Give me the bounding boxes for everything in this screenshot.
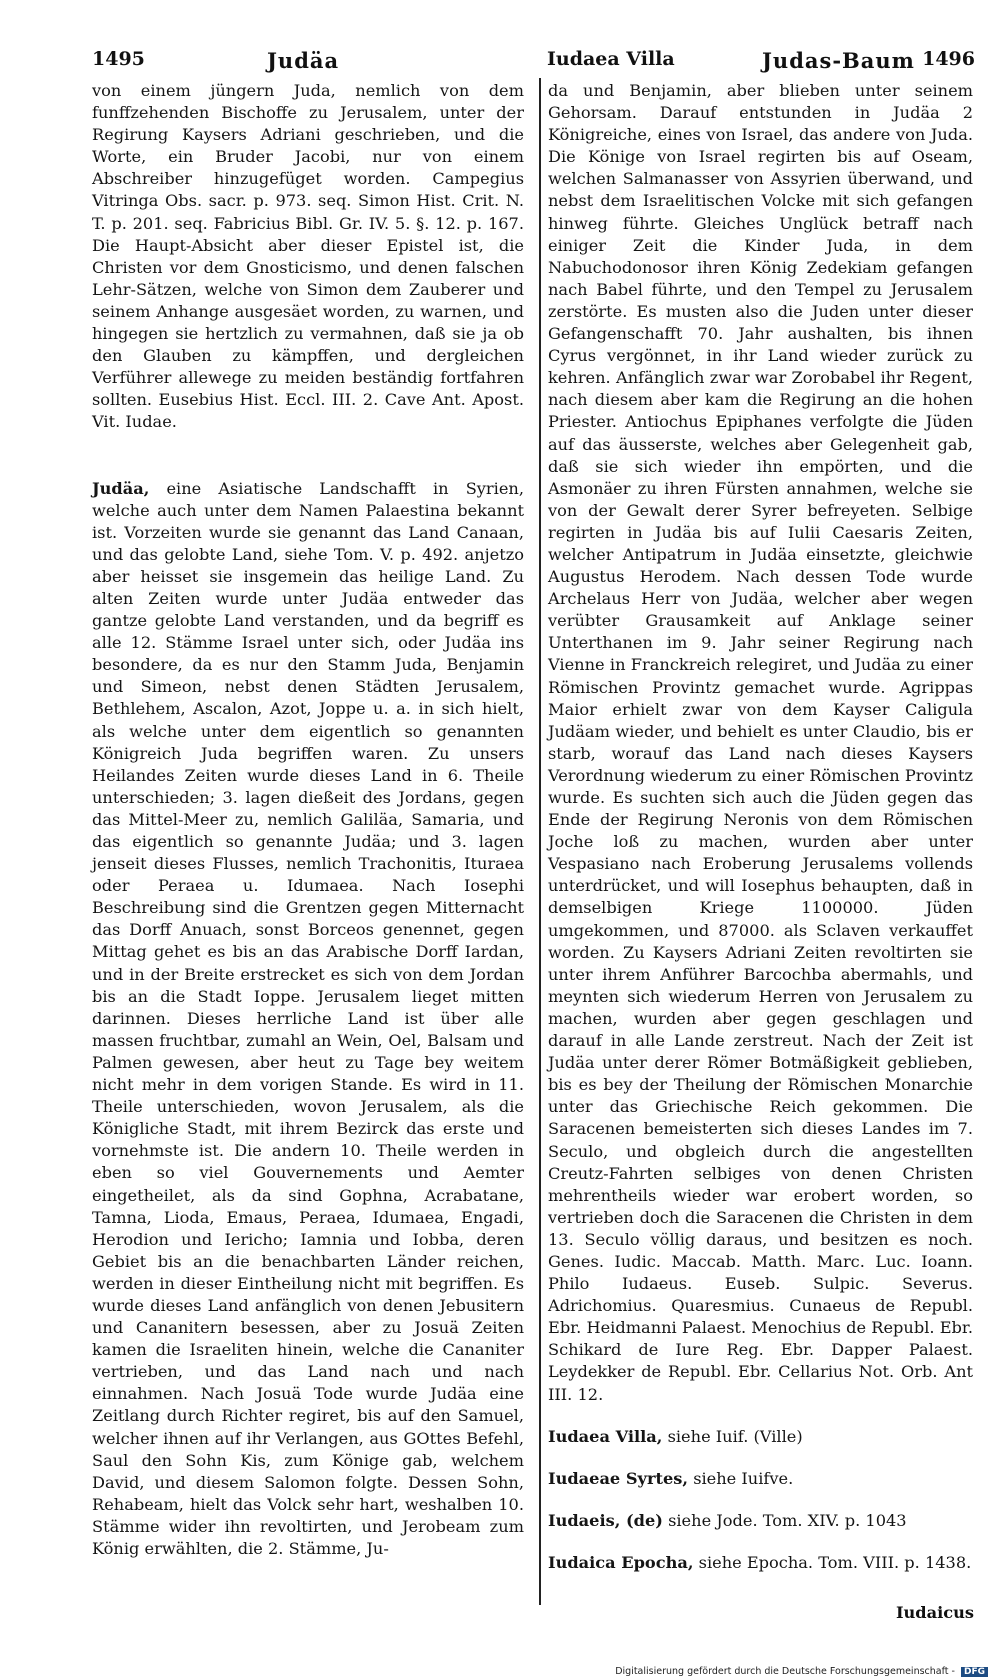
entry-headword: Iudaea Villa, xyxy=(548,1426,663,1446)
footer-credit: Digitalisierung gefördert durch die Deutsche Forschungsgemeinschaft - xyxy=(615,1666,955,1677)
entry-judaea xyxy=(92,478,524,1561)
running-header xyxy=(92,44,975,74)
cross-reference-entry xyxy=(548,1510,973,1532)
cross-reference-entry xyxy=(548,1552,973,1574)
continuation-text-right: da und Benjamin, aber blieben unter seinem Gehorsam. Darauf entstunden in Judäa 2 Königreiche, eines von Israel, das andere von Juda. Die Könige von Israel regirten bis auf Oseam, welchen Salmanasser von Assyrien überwand, und nebst dem Israelitischen Volcke mit sich gefangen hinweg führte. Gleiches Unglück betraff nach einiger Zeit die Kinder Juda, in dem Nabuchodonosor ihren König Zedekiam gefangen nach Babel führte, und den Tempel zu Jerusalem zerstörte. Es musten also die Juden unter dieser Gefangenschafft 70. Jahr aushalten, bis ihnen Cyrus vergönnet, in ihr Land wieder zurück zu kehren. Anfänglich zwar war Zorobabel ihr Regent, nach diesem aber kam die Regirung an die hohen Priester. Antiochus Epiphanes verfolgte die Jüden auf das äusserste, welches aber Gelegenheit gab, daß sie sich wieder ihn empörten, und die Asmonäer zu ihren Fürsten annahmen, welche sie von der Gewalt derer Syrer befreyeten. Selbige regirten in Judäa bis auf Iulii Caesaris Zeiten, welcher Antipatrum in Judäa einsetzte, gleichwie Augustus Herodem. Nach dessen Tode wurde Archelaus Herr von Judäa, welcher aber wegen verübter Grausamkeit auf Anklage seiner Unterthanen im 9. Jahr seiner Regirung nach Vienne in Franckreich relegiret, und Judäa zu einer Römischen Provintz gemachet wurde. Agrippas Maior erhielt zwar von dem Kayser Caligula Judäam wieder, und behielt es unter Claudio, bis er starb, worauf das Land nach dieses Kaysers Verordnung wiederum zu einer Römischen Provintz wurde. Es suchten sich auch die Jüden gegen das Ende der Regirung Neronis von dem Römischen Joche loß zu machen, wurden aber unter Vespasiano nach Eroberung Jerusalems vollends unterdrücket, und will Iosephus behaupten, daß in demselbigen Kriege 1100000. Jüden umgekommen, und 87000. als Sclaven verkauffet worden. Zu Kaysers Adriani Zeiten revoltirten sie unter ihrem Anführer Barcochba abermahls, und meynten sich wiederum Herren von Jerusalem zu machen, wurden aber gegen geschlagen und darauf in alle Lande zerstreut. Nach der Zeit ist Judäa unter derer Römer Botmäßigkeit geblieben, bis es bey der Theilung der Römischen Monarchie unter das Griechische Reich gekommen. Die Saracenen bemeisterten sich dieses Landes im 7. Seculo, und obgleich durch die angestellten Creutz-Fahrten selbiges von denen Christen mehrentheils wieder war erobert worden, so vertrieben doch die Saracenen die Christen in dem 13. Seculo völlig daraus, und besitzen es noch. Genes. Iudic. Maccab. Matth. Marc. Luc. Ioann. Philo Iudaeus. Euseb. Sulpic. Severus. Adrichomius. Quaresmius. Cunaeus de Republ. Ebr. Heidmanni Palaest. Menochius de Republ. Ebr. Schikard de Iure Reg. Ebr. Dapper Palaest. Leydekker de Republ. Ebr. Cellarius Not. Orb. Ant III. 12. xyxy=(548,81,973,1404)
page-number-left: 1495 xyxy=(92,48,145,70)
running-title-right: Judas-Baum xyxy=(762,48,915,73)
entry-text: siehe Jode. Tom. XIV. p. 1043 xyxy=(668,1510,907,1530)
page-number-right: 1496 xyxy=(922,48,975,70)
running-title-left: Judäa xyxy=(267,48,340,73)
left-column xyxy=(92,80,524,1560)
entry-text: siehe Iuifve. xyxy=(693,1468,794,1488)
cross-reference-entry xyxy=(548,1468,973,1490)
entry-text: siehe Iuif. (Ville) xyxy=(667,1426,803,1446)
column-divider xyxy=(539,78,541,1605)
running-title-center: Iudaea Villa xyxy=(547,48,675,70)
entry-gap xyxy=(92,434,524,478)
right-column xyxy=(548,80,973,1594)
dfg-logo: DFG xyxy=(961,1667,988,1677)
cross-reference-entry xyxy=(548,1426,973,1448)
entry-text: eine Asiatische Landschafft in Syrien, welche auch unter dem Namen Palaestina bekannt ist. Vorzeiten wurde sie genannt das Land Canaan, und das gelobte Land, siehe Tom. V. p. 492. anjetzo aber heisset sie insgemein das heilige Land. Zu alten Zeiten wurde unter Judäa entweder das gantze gelobte Land verstanden, und da begriff es alle 12. Stämme Israel unter sich, oder Judäa ins besondere, da es nur den Stamm Juda, Benjamin und Simeon, nebst denen Städten Jerusalem, Bethlehem, Ascalon, Azot, Joppe u. a. in sich hielt, als welche unter dem eigentlich so genannten Königreich Juda begriffen waren. Zu unsers Heilandes Zeiten wurde dieses Land in 6. Theile unterschieden; 3. lagen dießeit des Jordans, gegen das Mittel-Meer zu, nemlich Galiläa, Samaria, und das eigentlich so genannte Judäa; und 3. lagen jenseit dieses Flusses, nemlich Trachonitis, Ituraea oder Peraea u. Idumaea. Nach Iosephi Beschreibung sind die Grentzen gegen Mitternacht das Dorff Anuach, sonst Borceos genennet, gegen Mittag gehet es bis an das Arabische Dorff Iardan, und in der Breite erstrecket es sich von dem Jordan bis an die Stadt Ioppe. Jerusalem lieget mitten darinnen. Dieses herrliche Land ist über alle massen fruchtbar, zumahl an Wein, Oel, Balsam und Palmen gewesen, aber heut zu Tage bey weitem nicht mehr in dem vorigen Stande. Es wird in 11. Theile unterschieden, wovon Jerusalem, als die Königliche Stadt, mit ihrem Bezirck das erste und vornehmste ist. Die andern 10. Theile werden in eben so viel Gouvernements und Aemter eingetheilet, als da sind Gophna, Acrabatane, Tamna, Lioda, Emaus, Peraea, Idumaea, Engadi, Herodion und Iericho; Iamnia und Iobba, deren Gebiet bis an die benachbarten Länder reichen, werden in dieser Eintheilung nicht mit begriffen. Es wurde dieses Land anfänglich von denen Jebusitern und Cananitern besessen, aber zu Josuä Zeiten kamen die Israeliten hinein, welche die Cananiter vertrieben, und das Land nach und nach einnahmen. Nach Josuä Tode wurde Judäa eine Zeitlang durch Richter regiret, bis auf den Samuel, welcher ihnen auf ihr Verlangen, aus GOttes Befehl, Saul den Sohn Kis, zum Könige gab, welchem David, und diesem Salomon folgte. Dessen Sohn, Rehabeam, hielt das Volck sehr hart, weshalben 10. Stämme wider ihn revoltirten, und Jerobeam zum König erwählten, die 2. Stämme, Ju- xyxy=(92,478,524,1558)
continuation-text-left: von einem jüngern Juda, nemlich von dem funffzehenden Bischoffe zu Jerusalem, unter der Regirung Kaysers Adriani geschrieben, und die Worte, ein Bruder Jacobi, nur von einem Abschreiber hinzugefüget worden. Campegius Vitringa Obs. sacr. p. 973. seq. Simon Hist. Crit. N. T. p. 201. seq. Fabricius Bibl. Gr. IV. 5. §. 12. p. 167. Die Haupt-Absicht aber dieser Epistel ist, die Christen vor dem Gnosticismo, und denen falschen Lehr-Sätzen, welche von Simon dem Zauberer und seinem Anhange ausgesäet worden, zu warnen, und hingegen sie hertzlich zu vermahnen, daß sie ja ob den Glauben zu kämpffen, und dergleichen Verführer allewege zu meiden beständig fortfahren sollten. Eusebius Hist. Eccl. III. 2. Cave Ant. Apost. Vit. Iudae. xyxy=(92,81,524,432)
entry-text: siehe Epocha. Tom. VIII. p. 1438. xyxy=(698,1552,972,1572)
entry-headword: Judäa, xyxy=(92,478,150,498)
entry-headword: Iudaeae Syrtes, xyxy=(548,1468,689,1488)
entry-headword: Iudaica Epocha, xyxy=(548,1552,694,1572)
cross-reference-list xyxy=(548,1426,973,1574)
entry-headword: Iudaeis, (de) xyxy=(548,1510,663,1530)
catchword: Iudaicus xyxy=(895,1603,974,1622)
digitization-footer xyxy=(615,1666,988,1677)
